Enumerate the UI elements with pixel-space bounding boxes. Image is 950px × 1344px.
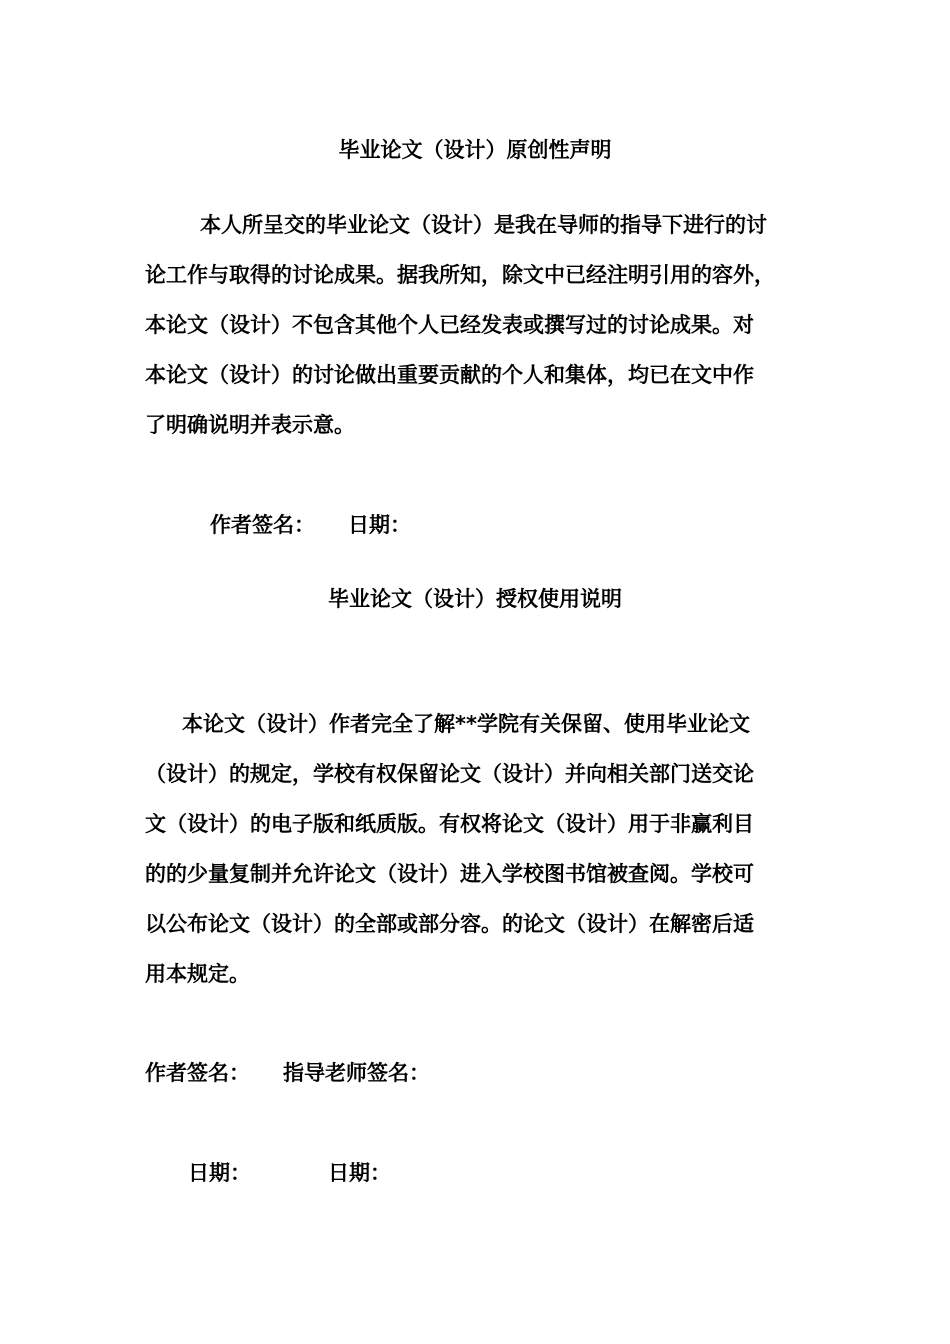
authorization-title: 毕业论文（设计）授权使用说明 [328, 587, 622, 611]
originality-line-2: 论工作与取得的讨论成果。据我所知，除文中已经注明引用的容外， [145, 263, 775, 287]
authorization-line-2: （设计）的规定，学校有权保留论文（设计）并向相关部门送交论 [145, 762, 754, 786]
originality-date-label: 日期： [348, 513, 411, 537]
authorization-author-date-label: 日期： [188, 1161, 251, 1185]
originality-line-3: 本论文（设计）不包含其他个人已经发表或撰写过的讨论成果。对 [145, 313, 754, 337]
authorization-line-4: 的的少量复制并允许论文（设计）进入学校图书馆被查阅。学校可 [145, 862, 754, 886]
authorization-line-1: 本论文（设计）作者完全了解**学院有关保留、使用毕业论文 [182, 712, 750, 736]
originality-title: 毕业论文（设计）原创性声明 [338, 138, 612, 162]
authorization-author-signature-label: 作者签名： [145, 1061, 250, 1085]
authorization-line-6: 用本规定。 [145, 962, 250, 986]
originality-author-signature-label: 作者签名： [210, 513, 315, 537]
authorization-line-5: 以公布论文（设计）的全部或部分容。的论文（设计）在解密后适 [145, 912, 754, 936]
authorization-line-3: 文（设计）的电子版和纸质版。有权将论文（设计）用于非赢利目 [145, 812, 754, 836]
originality-line-4: 本论文（设计）的讨论做出重要贡献的个人和集体，均已在文中作 [145, 363, 754, 387]
authorization-advisor-date-label: 日期： [328, 1161, 391, 1185]
authorization-advisor-signature-label: 指导老师签名： [283, 1061, 430, 1085]
originality-line-1: 本人所呈交的毕业论文（设计）是我在导师的指导下进行的讨 [200, 213, 767, 237]
originality-line-5: 了明确说明并表示意。 [145, 413, 355, 437]
